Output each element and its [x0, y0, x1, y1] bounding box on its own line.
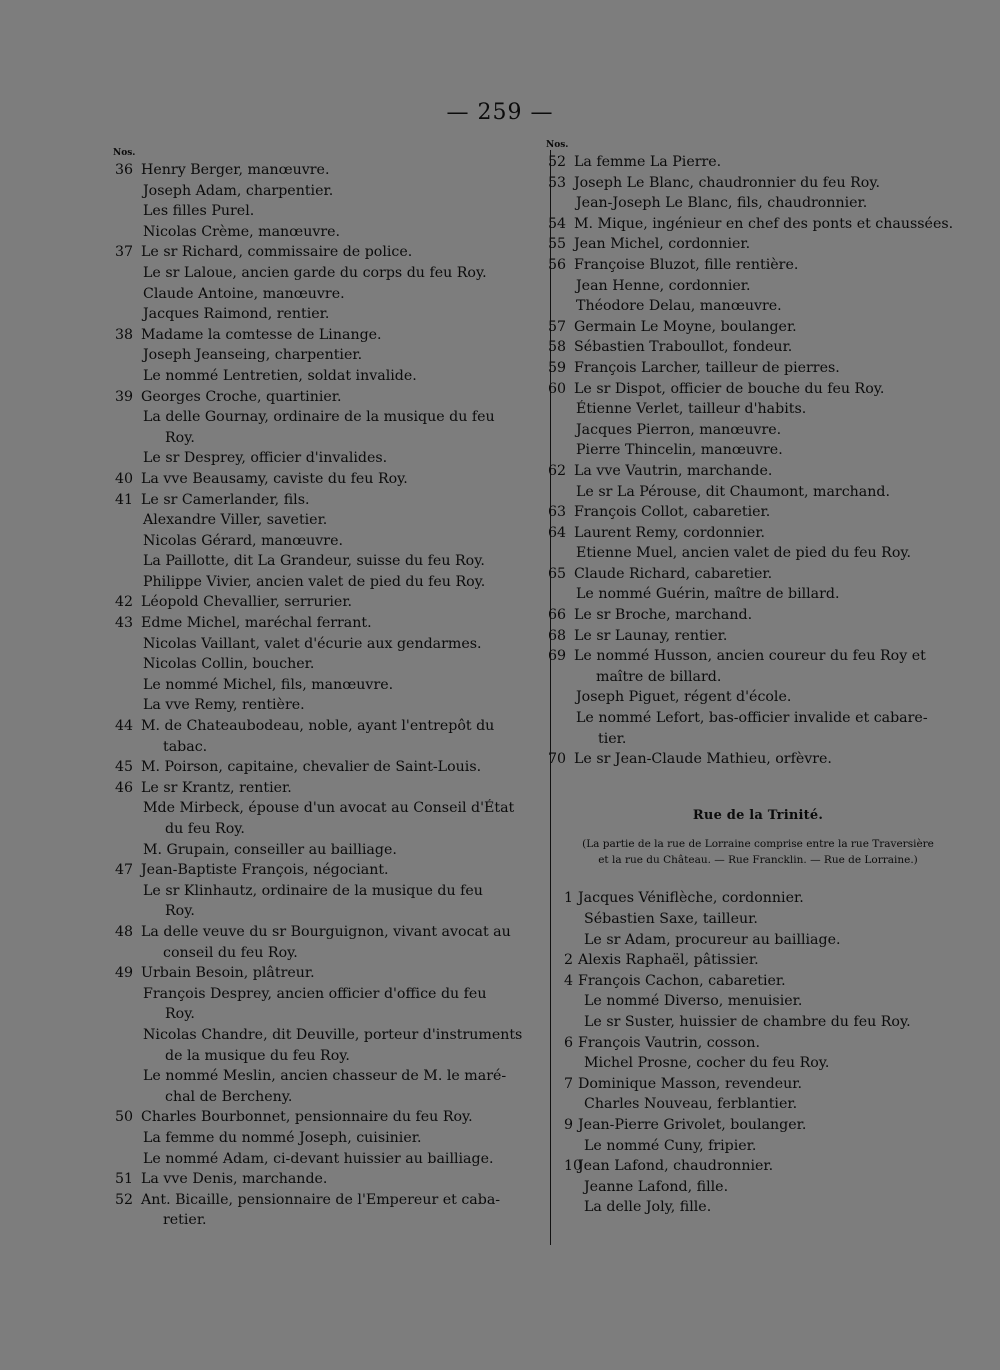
entry-text: La vve Vautrin, marchande. — [574, 462, 773, 479]
list-item — [548, 1197, 968, 1218]
entry-number: 51 — [115, 1171, 134, 1188]
list-item — [115, 531, 540, 552]
entry-text: Ant. Bicaille, pensionnaire de l'Empereur et caba- — [141, 1191, 501, 1208]
list-item — [115, 592, 540, 613]
entry-text: Madame la comtesse de Linange. — [141, 326, 382, 343]
entry-text: Le sr Krantz, rentier. — [141, 779, 292, 796]
entry-number: 65 — [548, 565, 567, 582]
list-item — [115, 469, 540, 490]
entry-continuation: Roy. — [165, 429, 195, 446]
list-item — [548, 930, 968, 951]
entry-text: La Paillotte, dit La Grandeur, suisse du feu Roy. — [143, 553, 485, 570]
entry-text: Étienne Verlet, tailleur d'habits. — [576, 401, 807, 418]
entry-text: M. Poirson, capitaine, chevalier de Saint-Louis. — [141, 759, 482, 776]
entry-text: Jean-Baptiste François, négociant. — [141, 862, 389, 879]
list-item — [548, 152, 968, 173]
list-item — [548, 1012, 968, 1033]
entry-text: Le sr Launay, rentier. — [574, 627, 728, 644]
list-item — [115, 304, 540, 325]
entry-text: Michel Prosne, cocher du feu Roy. — [584, 1055, 830, 1072]
entry-number: 7 — [564, 1075, 574, 1092]
section-note-line: et la rue du Château. — Rue Francklin. — Rue de Lorraine.) — [598, 854, 918, 867]
list-item — [115, 984, 540, 1025]
list-item — [548, 1074, 968, 1095]
entry-number: 60 — [548, 380, 567, 397]
entry-text: Jean-Joseph Le Blanc, fils, chaudronnier. — [576, 195, 868, 212]
entry-continuation: chal de Bercheny. — [165, 1088, 293, 1105]
entry-text: Alexis Raphaël, pâtissier. — [578, 952, 759, 969]
list-item — [548, 564, 968, 585]
entry-number: 6 — [564, 1034, 574, 1051]
section-title: Rue de la Trinité. — [692, 807, 824, 823]
list-item — [548, 1177, 968, 1198]
list-item — [548, 1136, 968, 1157]
entry-number: 52 — [548, 154, 567, 170]
entry-text: Nicolas Chandre, dit Deuville, porteur d'instruments — [143, 1026, 523, 1043]
list-item — [115, 695, 540, 716]
list-item — [548, 950, 968, 971]
list-item — [115, 572, 540, 593]
entry-continuation: Roy. — [165, 903, 195, 920]
list-item — [115, 325, 540, 346]
list-item — [115, 448, 540, 469]
entry-continuation: retier. — [163, 1212, 207, 1229]
entry-text: Joseph Le Blanc, chaudronnier du feu Roy. — [574, 174, 880, 191]
entry-text: Nicolas Collin, boucher. — [143, 656, 315, 673]
entry-number: 46 — [115, 779, 134, 796]
entry-text: Le sr Broche, marchand. — [574, 607, 753, 624]
entry-text: Le nommé Husson, ancien coureur du feu Roy et — [574, 648, 926, 665]
entry-number: 38 — [115, 326, 134, 343]
right-entry-list-trinite — [548, 888, 968, 1218]
list-item — [115, 181, 540, 202]
entry-number: 47 — [115, 862, 134, 879]
entry-text: La vve Beausamy, caviste du feu Roy. — [141, 470, 408, 487]
list-item — [115, 634, 540, 655]
entry-number: 10 — [564, 1158, 583, 1175]
list-item — [115, 1107, 540, 1128]
list-item — [548, 1033, 968, 1054]
list-item — [115, 387, 540, 408]
list-item — [548, 214, 968, 235]
list-item — [548, 708, 968, 749]
entry-number: 4 — [564, 972, 574, 989]
entry-text: Les filles Purel. — [143, 203, 255, 220]
list-item — [115, 1169, 540, 1190]
entry-text: Claude Antoine, manœuvre. — [143, 285, 345, 302]
list-item — [548, 991, 968, 1012]
entry-text: Le nommé Lentretien, soldat invalide. — [143, 367, 417, 384]
list-item — [115, 654, 540, 675]
list-item — [115, 284, 540, 305]
list-item — [548, 523, 968, 544]
entry-text: Le sr Laloue, ancien garde du corps du feu Roy. — [143, 264, 487, 281]
entry-text: François Cachon, cabaretier. — [578, 972, 786, 989]
list-item — [548, 888, 968, 909]
list-item — [548, 1053, 968, 1074]
numbers-label: Nos. — [113, 148, 136, 158]
list-item — [115, 222, 540, 243]
list-item — [548, 276, 968, 297]
entry-text: La vve Remy, rentière. — [143, 697, 305, 714]
entry-number: 54 — [548, 215, 567, 232]
list-item — [548, 420, 968, 441]
list-item — [115, 778, 540, 799]
entry-number: 44 — [115, 718, 134, 735]
entry-number: 48 — [115, 923, 134, 940]
entry-continuation: conseil du feu Roy. — [163, 944, 298, 961]
entry-number: 62 — [548, 462, 567, 479]
entry-number: 70 — [548, 751, 567, 768]
entry-number: 66 — [548, 607, 567, 624]
section-note — [548, 836, 968, 868]
entry-text: Dominique Masson, revendeur. — [578, 1075, 803, 1092]
entry-number: 9 — [564, 1116, 574, 1133]
list-item — [548, 234, 968, 255]
entry-text: Nicolas Vaillant, valet d'écurie aux gendarmes. — [143, 635, 482, 652]
entry-number: 58 — [548, 339, 567, 356]
list-item — [115, 613, 540, 634]
entry-text: Le nommé Adam, ci-devant huissier au bailliage. — [143, 1150, 494, 1167]
list-item — [548, 543, 968, 564]
entry-text: Léopold Chevallier, serrurier. — [141, 594, 353, 611]
entry-text: François Vautrin, cosson. — [578, 1034, 760, 1051]
entry-text: Le sr Dispot, officier de bouche du feu Roy. — [574, 380, 885, 397]
entry-text: Philippe Vivier, ancien valet de pied du feu Roy. — [143, 573, 486, 590]
entry-number: 37 — [115, 244, 134, 261]
entry-number: 41 — [115, 491, 134, 508]
list-item — [115, 881, 540, 922]
entry-text: La delle veuve du sr Bourguignon, vivant avocat au — [141, 923, 511, 940]
entry-text: Jeanne Lafond, fille. — [584, 1178, 729, 1195]
entry-continuation: maître de billard. — [596, 668, 722, 685]
entry-text: Sébastien Saxe, tailleur. — [584, 911, 758, 927]
entry-number: 57 — [548, 318, 567, 335]
list-item — [115, 551, 540, 572]
entry-text: Sébastien Traboullot, fondeur. — [574, 339, 793, 356]
entry-number: 63 — [548, 504, 567, 521]
list-item — [548, 909, 968, 930]
entry-text: La femme du nommé Joseph, cuisinier. — [143, 1129, 422, 1146]
entry-number: 64 — [548, 524, 567, 541]
entry-text: Le sr Suster, huissier de chambre du feu Roy. — [584, 1013, 911, 1030]
entry-text: Jacques Véniflèche, cordonnier. — [578, 890, 804, 907]
entry-text: Le nommé Lefort, bas-officier invalide et cabare- — [576, 710, 928, 727]
entry-number: 56 — [548, 256, 567, 273]
entry-number: 53 — [548, 174, 567, 191]
list-item — [548, 482, 968, 503]
entry-text: Etienne Muel, ancien valet de pied du feu Roy. — [576, 545, 912, 562]
list-item — [115, 1066, 540, 1107]
entry-text: Le sr Jean-Claude Mathieu, orfèvre. — [574, 751, 832, 768]
entry-text: Le sr Klinhautz, ordinaire de la musique du feu — [143, 882, 483, 899]
list-item — [548, 1156, 968, 1177]
entry-continuation: tier. — [598, 730, 627, 747]
entry-text: Le sr Richard, commissaire de police. — [141, 244, 413, 261]
list-item — [548, 379, 968, 400]
list-item — [548, 749, 968, 770]
list-item — [548, 337, 968, 358]
list-item — [115, 160, 540, 181]
list-item — [115, 840, 540, 861]
list-item — [548, 971, 968, 992]
entry-number: 45 — [115, 759, 134, 776]
entry-text: Charles Nouveau, ferblantier. — [584, 1096, 798, 1113]
list-item — [115, 798, 540, 839]
entry-text: Edme Michel, maréchal ferrant. — [141, 615, 372, 632]
list-item — [115, 963, 540, 984]
entry-number: 39 — [115, 388, 134, 405]
entry-text: La delle Joly, fille. — [584, 1199, 712, 1216]
entry-text: Urbain Besoin, plâtreur. — [141, 965, 315, 982]
entry-number: 68 — [548, 627, 567, 644]
entry-text: François Larcher, tailleur de pierres. — [574, 359, 840, 376]
entry-text: Le nommé Diverso, menuisier. — [584, 993, 803, 1010]
list-item — [115, 1190, 540, 1231]
list-item — [115, 366, 540, 387]
entry-text: M. Grupain, conseiller au bailliage. — [143, 841, 397, 858]
entry-text: Françoise Bluzot, fille rentière. — [574, 256, 799, 273]
left-column — [115, 146, 540, 1231]
list-item — [115, 242, 540, 263]
list-item — [548, 317, 968, 338]
entry-text: Joseph Jeanseing, charpentier. — [143, 347, 363, 364]
list-item — [548, 440, 968, 461]
list-item — [115, 490, 540, 511]
entry-text: Théodore Delau, manœuvre. — [576, 298, 782, 315]
list-item — [115, 716, 540, 757]
entry-text: Jean Lafond, chaudronnier. — [578, 1158, 774, 1175]
entry-number: 50 — [115, 1109, 134, 1126]
entry-text: M. de Chateaubodeau, noble, ayant l'entrepôt du — [141, 718, 495, 735]
entry-text: Joseph Adam, charpentier. — [143, 182, 334, 199]
entry-text: Laurent Remy, cordonnier. — [574, 524, 766, 541]
list-item — [115, 263, 540, 284]
list-item — [548, 173, 968, 194]
numbers-label: Nos. — [546, 140, 569, 150]
left-entry-list — [115, 160, 540, 1231]
entry-number: 42 — [115, 594, 134, 611]
entry-text: Le nommé Meslin, ancien chasseur de M. le maré- — [143, 1068, 507, 1085]
entry-text: Le nommé Cuny, fripier. — [584, 1137, 757, 1154]
list-item — [115, 1128, 540, 1149]
list-item — [115, 201, 540, 222]
entry-continuation: tabac. — [163, 738, 208, 755]
list-item — [115, 510, 540, 531]
list-item — [115, 922, 540, 963]
entry-text: Nicolas Crème, manœuvre. — [143, 223, 341, 240]
entry-text: M. Mique, ingénieur en chef des ponts et chaussées. — [574, 215, 954, 232]
entry-text: Nicolas Gérard, manœuvre. — [143, 532, 343, 549]
entry-number: 36 — [115, 162, 134, 178]
list-item — [548, 255, 968, 276]
entry-text: Jean Michel, cordonnier. — [574, 236, 751, 253]
entry-text: Le sr Desprey, officier d'invalides. — [143, 450, 388, 467]
entry-text: Georges Croche, quartinier. — [141, 388, 342, 405]
entry-number: 49 — [115, 965, 134, 982]
entry-number: 69 — [548, 648, 567, 665]
entry-text: Le nommé Guérin, maître de billard. — [576, 586, 840, 603]
list-item — [548, 461, 968, 482]
entry-number: 52 — [115, 1191, 134, 1208]
list-item — [115, 1025, 540, 1066]
list-item — [115, 345, 540, 366]
right-column — [548, 138, 968, 1218]
entry-text: Mde Mirbeck, épouse d'un avocat au Conseil d'État — [143, 800, 515, 817]
list-item — [548, 605, 968, 626]
entry-text: La vve Denis, marchande. — [141, 1171, 328, 1188]
entry-number: 55 — [548, 236, 567, 253]
list-item — [548, 358, 968, 379]
entry-text: Le sr Adam, procureur au bailliage. — [584, 931, 841, 948]
list-item — [115, 757, 540, 778]
list-item — [548, 646, 968, 687]
entry-text: Joseph Piguet, régent d'école. — [576, 689, 792, 706]
list-item — [548, 399, 968, 420]
right-entry-list — [548, 152, 968, 770]
entry-text: Jean Henne, cordonnier. — [576, 277, 751, 294]
entry-number: 43 — [115, 615, 134, 632]
entry-text: Alexandre Viller, savetier. — [143, 512, 328, 529]
entry-text: Le sr Camerlander, fils. — [141, 491, 310, 508]
entry-text: Henry Berger, manœuvre. — [141, 162, 330, 178]
list-item — [115, 860, 540, 881]
list-item — [548, 1094, 968, 1115]
section-note-line: (La partie de la rue de Lorraine comprise entre la rue Traversière — [582, 838, 934, 851]
entry-text: Germain Le Moyne, boulanger. — [574, 318, 797, 335]
entry-continuation: du feu Roy. — [165, 821, 245, 837]
entry-number: 2 — [564, 952, 574, 969]
entry-text: La femme La Pierre. — [574, 154, 722, 170]
entry-text: Jacques Pierron, manœuvre. — [576, 421, 782, 438]
list-item — [115, 675, 540, 696]
list-item — [548, 296, 968, 317]
list-item — [548, 626, 968, 647]
list-item — [548, 687, 968, 708]
list-item — [548, 1115, 968, 1136]
entry-number: 40 — [115, 470, 134, 487]
entry-text: Le sr La Pérouse, dit Chaumont, marchand. — [576, 483, 890, 500]
list-item — [548, 193, 968, 214]
entry-text: Jacques Raimond, rentier. — [143, 306, 330, 323]
entry-text: Pierre Thincelin, manœuvre. — [576, 442, 783, 459]
entry-number: 59 — [548, 359, 567, 376]
entry-continuation: Roy. — [165, 1006, 195, 1023]
entry-text: François Collot, cabaretier. — [574, 504, 771, 521]
entry-number: 1 — [564, 890, 574, 907]
list-item — [548, 584, 968, 605]
page-number: — 259 — — [446, 100, 554, 125]
list-item — [548, 502, 968, 523]
entry-text: Jean-Pierre Grivolet, boulanger. — [578, 1116, 807, 1133]
entry-text: Claude Richard, cabaretier. — [574, 565, 773, 582]
entry-text: Le nommé Michel, fils, manœuvre. — [143, 676, 394, 693]
list-item — [115, 1149, 540, 1170]
list-item — [115, 407, 540, 448]
entry-continuation: de la musique du feu Roy. — [165, 1047, 350, 1064]
entry-text: La delle Gournay, ordinaire de la musique du feu — [143, 409, 495, 426]
entry-text: François Desprey, ancien officier d'office du feu — [143, 985, 487, 1002]
entry-text: Charles Bourbonnet, pensionnaire du feu Roy. — [141, 1109, 473, 1126]
